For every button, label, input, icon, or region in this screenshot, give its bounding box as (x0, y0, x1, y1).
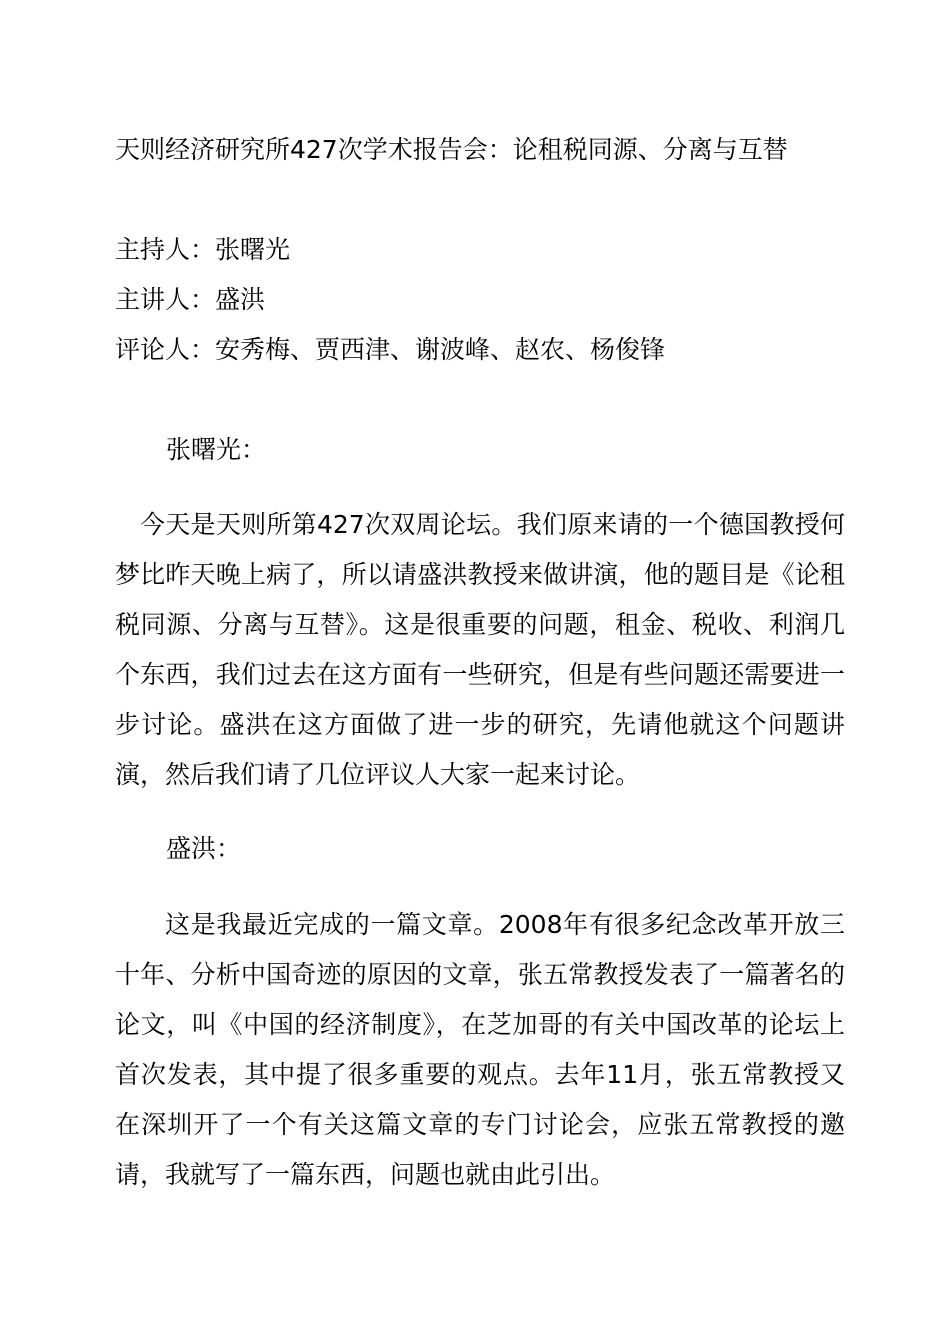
paragraph-zhang: 今天是天则所第427次双周论坛。我们原来请的一个德国教授何梦比昨天晚上病了，所以请盛洪教授来做讲演，他的题目是《论租税同源、分离与互替》。这是很重要的问题，租金、税收、利润几个东西，我们过去在这方面有一些研究，但是有些问题还需要进一步讨论。盛洪在这方面做了进一步的研究，先请他就这个问题讲演，然后我们请了几位评议人大家一起来讨论。 (115, 510, 845, 789)
host-line: 主持人：张曙光 (115, 235, 291, 264)
paragraph-sheng: 这是我最近完成的一篇文章。2008年有很多纪念改革开放三十年、分析中国奇迹的原因的文章，张五常教授发表了一篇著名的论文，叫《中国的经济制度》，在芝加哥的有关中国改革的论坛上首次发表，其中提了很多重要的观点。去年11月，张五常教授又在深圳开了一个有关这篇文章的专门讨论会，应张五常教授的邀请，我就写了一篇东西，问题也就由此引出。 (115, 910, 845, 1189)
speaker-label-zhang: 张曙光： (166, 435, 267, 464)
document-title: 天则经济研究所427次学术报告会：论租税同源、分离与互替 (115, 135, 788, 164)
speaker-label-sheng: 盛洪： (166, 834, 242, 863)
speaker-line: 主讲人：盛洪 (115, 285, 266, 314)
reviewers-line: 评论人：安秀梅、贾西津、谢波峰、赵农、杨俊锋 (115, 335, 666, 364)
